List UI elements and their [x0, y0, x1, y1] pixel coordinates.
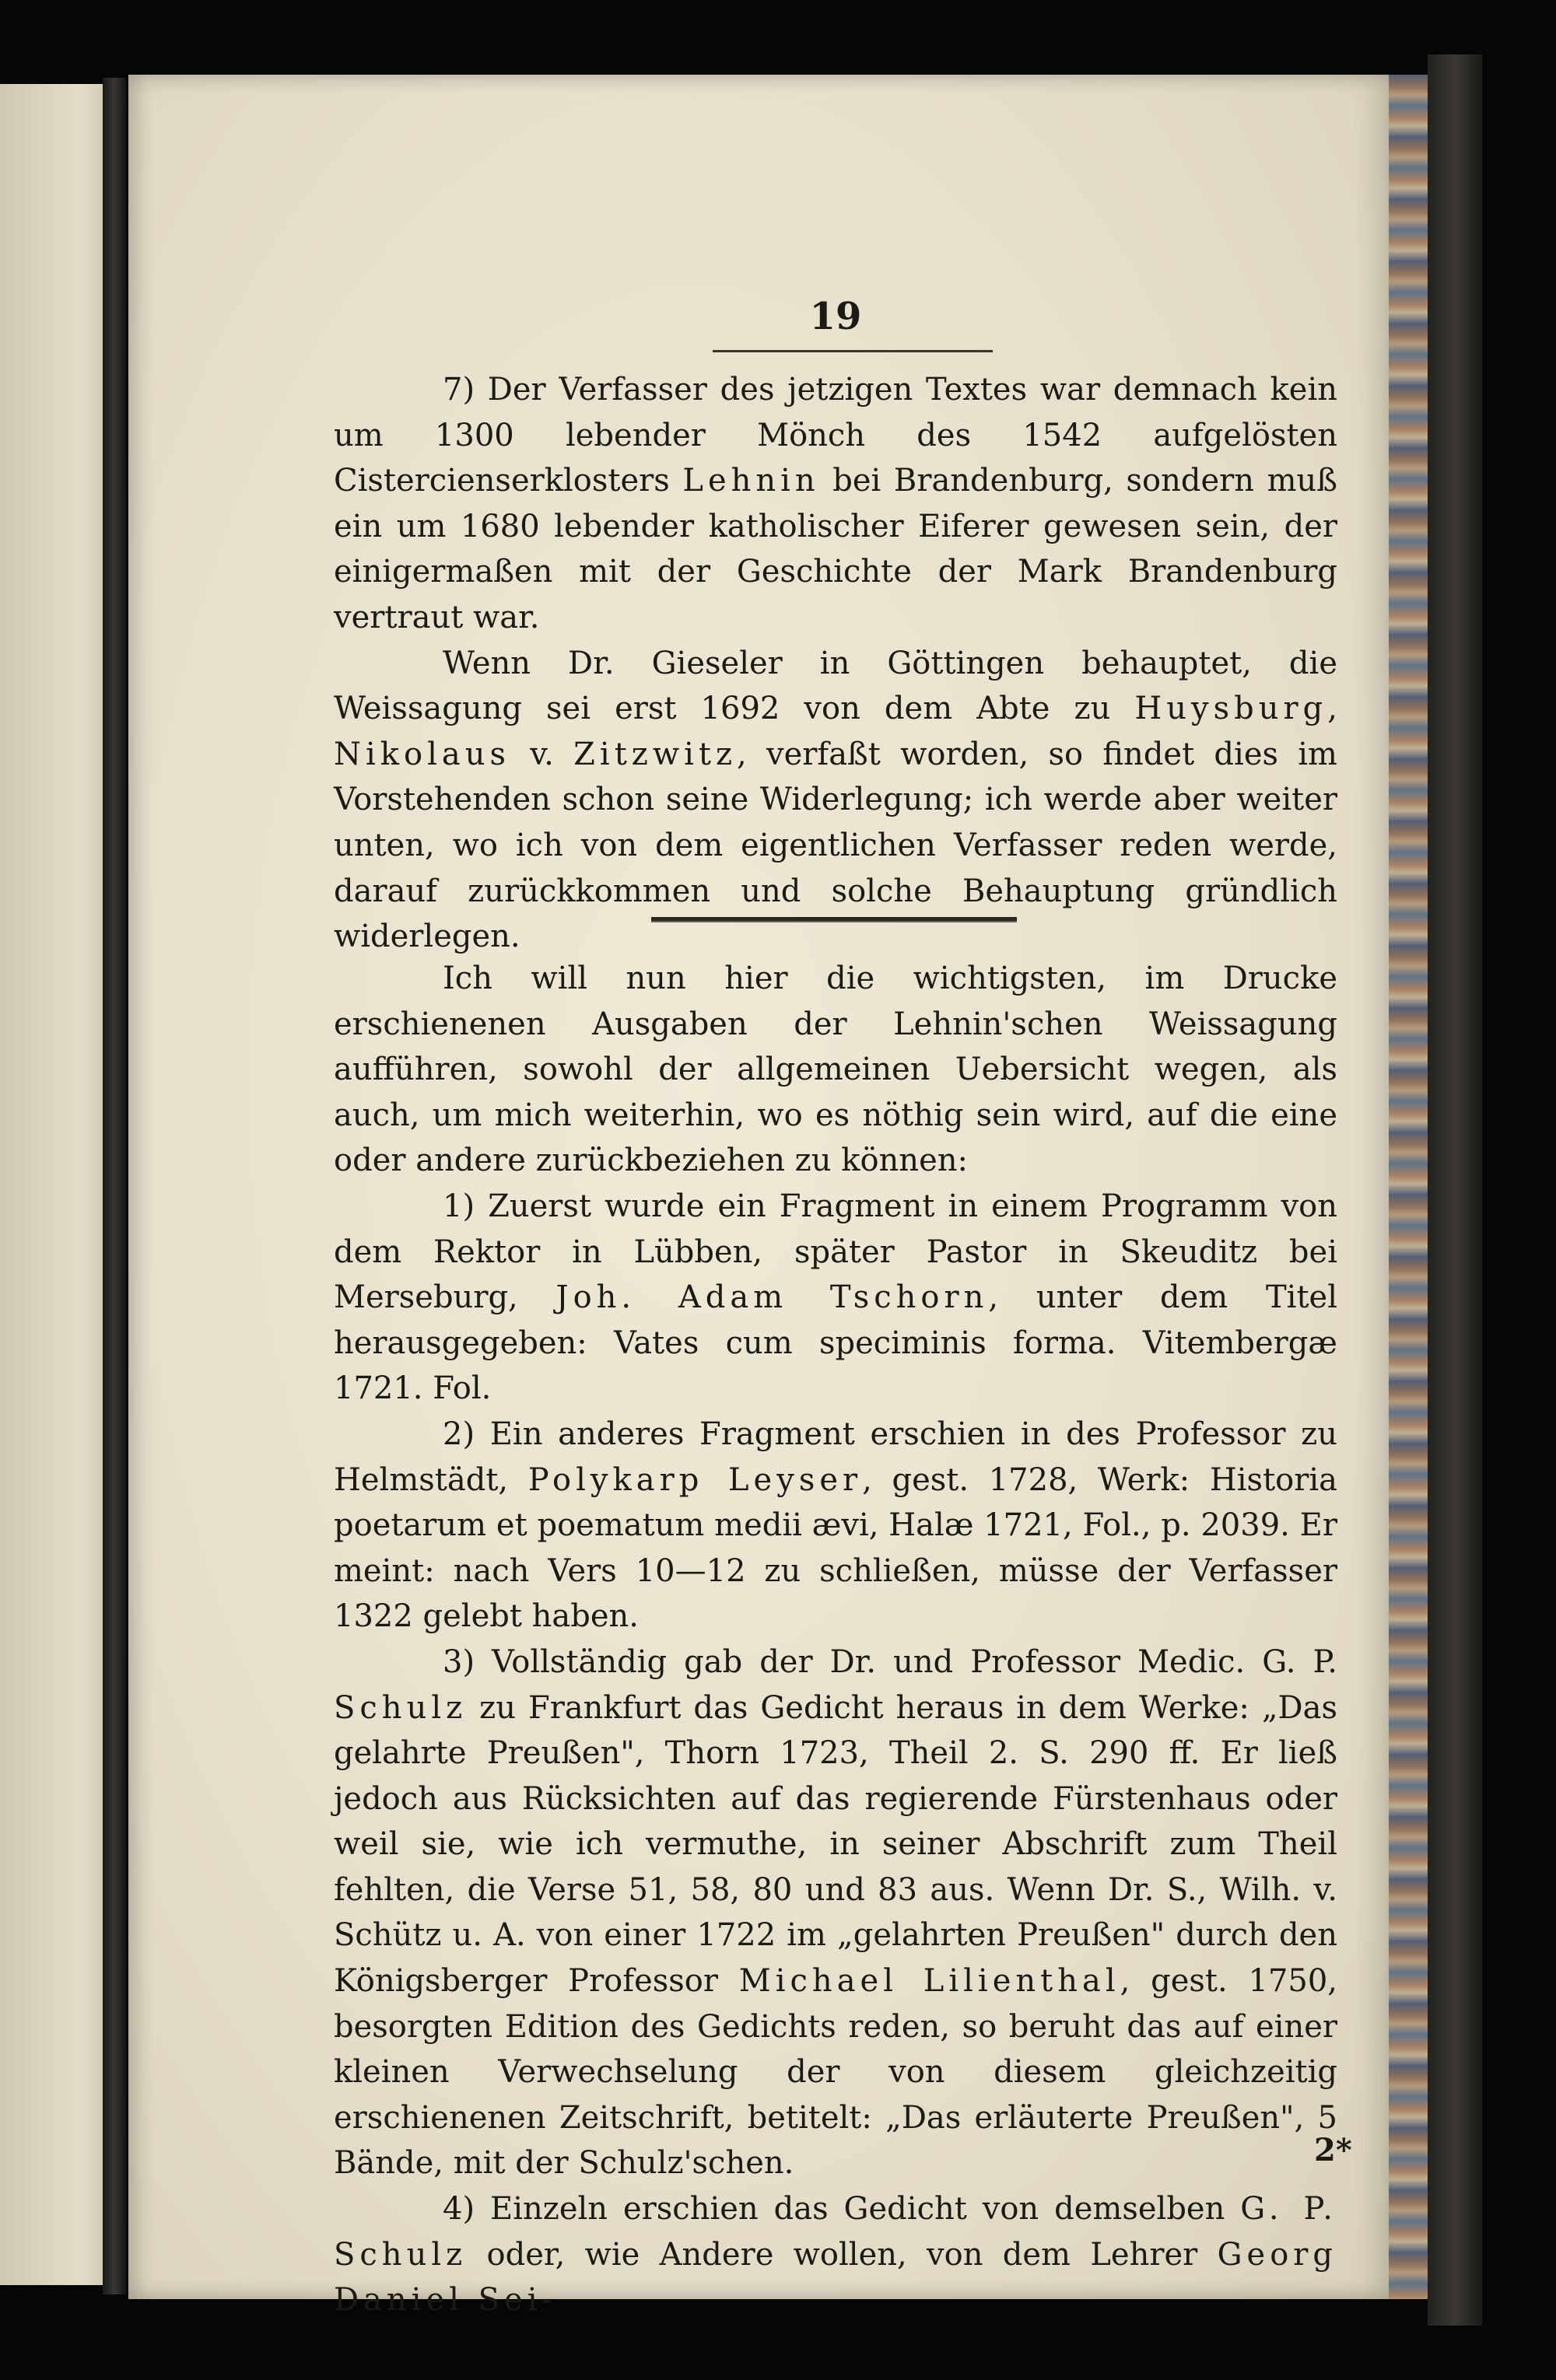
- spaced-name: Schulz: [334, 1689, 468, 1726]
- text-run: ,: [1327, 691, 1337, 727]
- text-run: v.: [510, 736, 574, 772]
- text-run: , unter dem Titel herausgegeben: Vates cum speciminis forma. Vitembergæ 1721. Fol.: [334, 1279, 1337, 1407]
- spaced-name: Polykarp Leyser: [527, 1461, 863, 1498]
- spaced-name: Zitzwitz: [573, 736, 738, 772]
- text-run: , verfaßt worden, so findet dies im Vorstehenden schon seine Widerlegung; ich werde aber weiter unten, wo ich von dem eigentlichen Verfasser reden werde, darauf zurückkommen und solche Behauptung gründlich widerlegen.: [334, 736, 1337, 955]
- paragraph: [334, 641, 1337, 960]
- marbled-page-edge: [1389, 75, 1428, 2299]
- paragraph: [334, 1412, 1337, 1640]
- text-run: 2) Ein anderes Fragment erschien in des Professor zu Helmstädt,: [334, 1416, 1337, 1498]
- page-number: 19: [809, 295, 862, 338]
- left-page-edge: [0, 84, 117, 2285]
- signature-mark: 2*: [1314, 2132, 1352, 2168]
- book-cover-edge: [1428, 54, 1482, 2326]
- text-section-bottom: [334, 956, 1337, 2323]
- text-run: , gest. 1750, besorgten Edition des Gedichts reden, so beruht das auf einer kleinen Verwechselung der von diesem gleichzeitig erschienenen Zeitschrift, betitelt: „Das erläuterte Preußen", 5 Bände, mit der Schulz'schen.: [334, 1963, 1338, 2182]
- spaced-name: Joh. Adam Tschorn: [555, 1279, 989, 1316]
- paragraph: [334, 956, 1337, 1184]
- paragraph: [334, 2186, 1337, 2323]
- text-run: , gest. 1728, Werk: Historia poetarum et poematum medii ævi, Halæ 1721, Fol., p. 2039. Er meint: nach Vers 10—12 zu schließen, müsse der Verfasser 1322 gelebt haben.: [334, 1461, 1337, 1635]
- text-run: 4) Einzeln erschien das Gedicht von demselben: [443, 2191, 1241, 2228]
- spaced-name: Huysburg: [1134, 691, 1328, 727]
- section-divider: [651, 917, 1017, 922]
- spaced-name: G. P. Schulz: [334, 2191, 1337, 2273]
- spaced-name: Georg Daniel Sei-: [334, 2236, 1337, 2319]
- book-page: [128, 75, 1389, 2319]
- spaced-name: Lehnin: [682, 463, 820, 499]
- paragraph: [334, 367, 1337, 641]
- paragraph: [334, 1184, 1337, 1412]
- text-run: Ich will nun hier die wichtigsten, im Drucke erschienenen Ausgaben der Lehnin'schen Weissagung aufführen, sowohl der allgemeinen Uebersicht wegen, als auch, um mich weiterhin, wo es nöthig sein wird, auf die eine oder andere zurückbeziehen zu können:: [334, 961, 1337, 1179]
- text-run: 7) Der Verfasser des jetzigen Textes war demnach kein um 1300 lebender Mönch des 1542 aufgelösten Cistercienserklosters: [334, 372, 1337, 499]
- spaced-name: Michael Lilienthal: [738, 1963, 1120, 2000]
- book-gutter: [103, 78, 126, 2294]
- text-run: Wenn Dr. Gieseler in Göttingen behauptet, die Weissagung sei erst 1692 von dem Abte zu: [334, 645, 1337, 727]
- spaced-name: Nikolaus: [334, 736, 511, 772]
- text-section-top: [334, 367, 1337, 960]
- text-run: oder, wie Andere wollen, von dem Lehrer: [467, 2236, 1218, 2273]
- text-run: zu Frankfurt das Gedicht heraus in dem Werke: „Das gelahrte Preußen", Thorn 1723, Theil 2. S. 290 ff. Er ließ jedoch aus Rücksichten auf das regierende Fürstenhaus oder weil sie, wie ich vermuthe, in seiner Abschrift zum Theil fehlten, die Verse 51, 58, 80 und 83 aus. Wenn Dr. S., Wilh. v. Schütz u. A. von einer 1722 im „gelahrten Preußen" durch den Königsberger Professor: [334, 1689, 1337, 2000]
- header-rule: [713, 350, 993, 352]
- text-run: 3) Vollständig gab der Dr. und Professor Medic. G. P.: [443, 1643, 1337, 1680]
- paragraph: [334, 1640, 1337, 2186]
- text-run: 1) Zuerst wurde ein Fragment in einem Programm von dem Rektor in Lübben, später Pastor in Skeuditz bei Merseburg,: [334, 1188, 1337, 1316]
- text-run: bei Brandenburg, sondern muß ein um 1680 lebender katholischer Eiferer gewesen sein, der einigermaßen mit der Geschichte der Mark Brandenburg vertraut war.: [334, 463, 1338, 635]
